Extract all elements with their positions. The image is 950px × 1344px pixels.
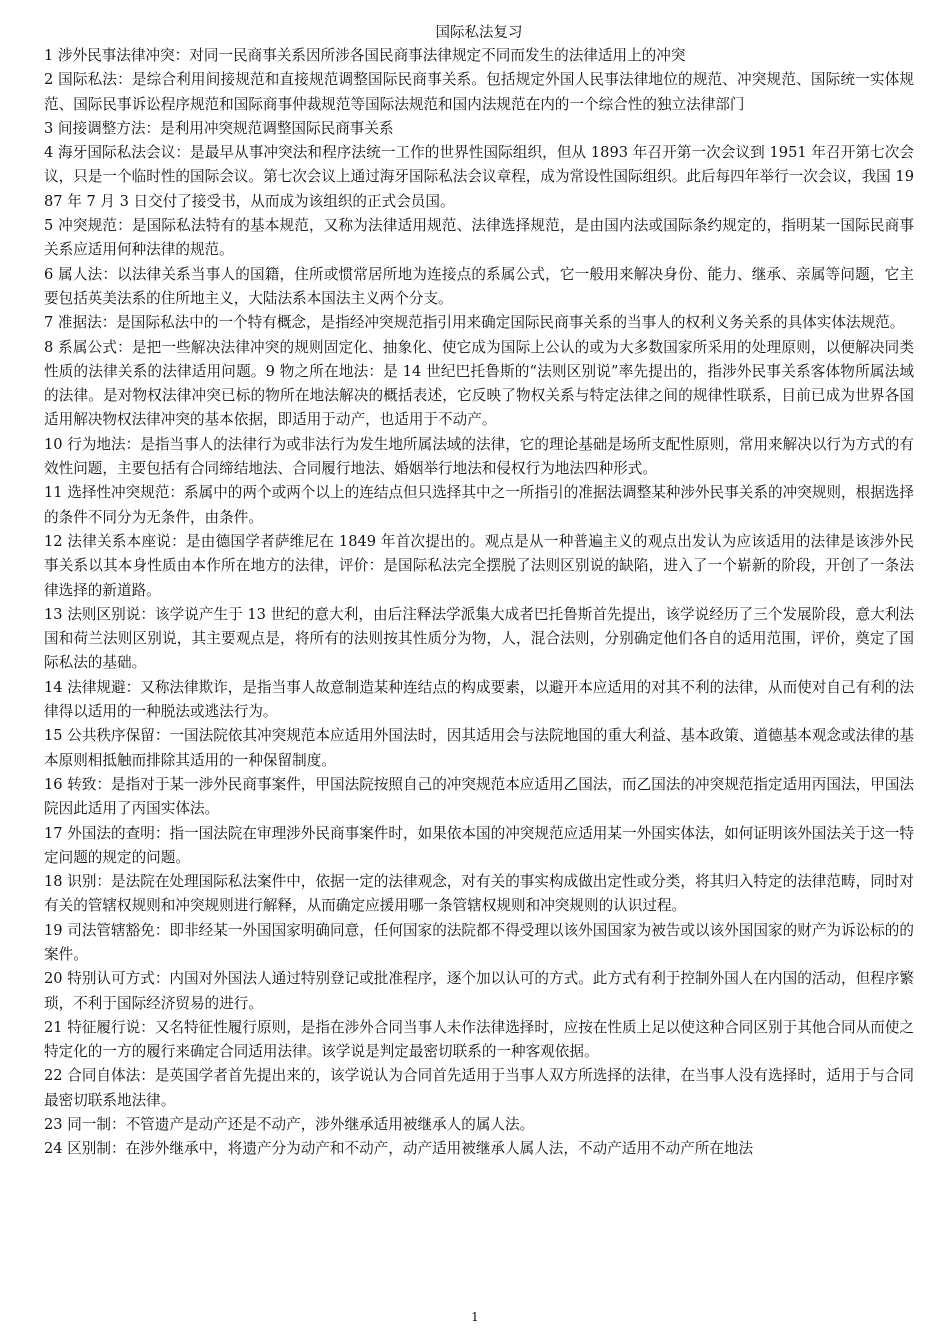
entry-5: 5 冲突规范：是国际私法特有的基本规范，又称为法律适用规范、法律选择规范，是由国内法或国际条约规定的，指明某一国际民商事关系应适用何种法律的规范。 (44, 217, 914, 259)
entry-15: 15 公共秩序保留：一国法院依其冲突规范本应适用外国法时，因其适用会与法院地国的重大利益、基本政策、道德基本观念或法律的基本原则相抵触而排除其适用的一种保留制度。 (44, 727, 914, 769)
entry-16: 16 转致：是指对于某一涉外民商事案件，甲国法院按照自己的冲突规范本应适用乙国法，而乙国法的冲突规范指定适用丙国法，甲国法院因此适用了丙国实体法。 (44, 775, 914, 818)
entry-1: 1 涉外民事法律冲突：对同一民商事关系因所涉各国民商事法律规定不同而发生的法律适用上的冲突 (44, 47, 686, 64)
entry-14: 14 法律规避：又称法律欺诈，是指当事人故意制造某种连结点的构成要素，以避开本应适用的对其不利的法律，从而使对自己有利的法律得以适用的一种脱法或逃法行为。 (44, 678, 914, 721)
page-title: 国际私法复习 (435, 25, 523, 41)
page-number: 1 (471, 1310, 479, 1324)
entry-12: 12 法律关系本座说：是由德国学者萨维尼在 1849 年首次提出的。观点是从一种普遍主义的观点出发认为应该适用的法律是该涉外民事关系以其本身性质由本作所在地方的法律，评价：是国际私法完全摆脱了法则区别说的缺陷，进入了一个崭新的阶段，开创了一条法律选择的新道路。 (44, 532, 914, 599)
entry-4: 4 海牙国际私法会议：是最早从事冲突法和程序法统一工作的世界性国际组织，但从 1893 年召开第一次会议到 1951 年召开第七次会议，只是一个临时性的国际会议。第七次会议上通过海牙国际私法会议章程，成为常设性国际组织。此后每四年举行一次会议，我国 1987 年 7 月 3 日交付了接受书，从而成为该组织的正式会员国。 (44, 144, 914, 210)
entry-10: 10 行为地法：是指当事人的法律行为或非法行为发生地所属法域的法律，它的理论基础是场所支配性原则，常用来解决以行为方式的有效性问题，主要包括有合同缔结地法、合同履行地法、婚姻举行地法和侵权行为地法四种形式。 (44, 435, 914, 478)
entry-2: 2 国际私法：是综合利用间接规范和直接规范调整国际民商事关系。包括规定外国人民事法律地位的规范、冲突规范、国际统一实体规范、国际民事诉讼程序规范和国际商事仲裁规范等国际法规范和国内法规范在内的一个综合性的独立法律部门 (44, 71, 914, 113)
entry-24: 24 区别制：在涉外继承中，将遗产分为动产和不动产，动产适用被继承人属人法，不动产适用不动产所在地法 (44, 1140, 754, 1158)
entry-23: 23 同一制：不管遗产是动产还是不动产，涉外继承适用被继承人的属人法。 (44, 1116, 535, 1134)
entry-13: 13 法则区别说：该学说产生于 13 世纪的意大利，由后注释法学派集大成者巴托鲁斯首先提出，该学说经历了三个发展阶段，意大利法国和荷兰法则区别说，其主要观点是，将所有的法则按其性质分为物，人，混合法则，分别确定他们各自的适用范围，评价，奠定了国际私法的基础。 (44, 605, 914, 672)
entry-17: 17 外国法的查明：指一国法院在审理涉外民商事案件时，如果依本国的冲突规范应适用某一外国实体法，如何证明该外国法关于这一特定问题的规定的问题。 (44, 824, 914, 866)
entry-20: 20 特别认可方式：内国对外国法人通过特别登记或批准程序，逐个加以认可的方式。此方式有利于控制外国人在内国的活动，但程序繁琐，不利于国际经济贸易的进行。 (44, 970, 914, 1012)
entry-8-9: 8 系属公式：是把一些解决法律冲突的规则固定化、抽象化、使它成为国际上公认的或为大多数国家所采用的处理原则，以便解决同类性质的法律关系的法律适用问题。9 物之所在地法：是 14 世纪巴托鲁斯的“法则区别说”率先提出的，指涉外民事关系客体物所属法域的法律。是对物权法律冲突已标的物所在地法解决的概括表述，它反映了物权关系与特定法律之间的规律性联系，目前已成为世界各国适用解决物权法律冲突的基本依据，即适用于动产，也适用于不动产。 (44, 338, 914, 429)
entry-11: 11 选择性冲突规范：系属中的两个或两个以上的连结点但只选择其中之一所指引的准据法调整某种涉外民事关系的冲突规则，根据选择的条件不同分为无条件，由条件。 (44, 484, 914, 526)
entry-19: 19 司法管辖豁免：即非经某一外国国家明确同意，任何国家的法院都不得受理以该外国国家为被告或以该外国国家的财产为诉讼标的的案件。 (44, 921, 914, 963)
entry-7: 7 准据法：是国际私法中的一个特有概念，是指经冲突规范指引用来确定国际民商事关系的当事人的权利义务关系的具体实体法规范。 (44, 314, 905, 332)
entry-6: 6 属人法：以法律关系当事人的国籍，住所或惯常居所地为连接点的系属公式，它一般用来解决身份、能力、继承、亲属等问题，它主要包括英美法系的住所地主义，大陆法系本国法主义两个分支。 (44, 265, 914, 307)
entry-18: 18 识别：是法院在处理国际私法案件中，依据一定的法律观念，对有关的事实构成做出定性或分类，将其归入特定的法律范畴，同时对有关的管辖权规则和冲突规则进行解释，从而确定应援用哪一条管辖权规则和冲突规则的认识过程。 (44, 873, 914, 915)
entry-22: 22 合同自体法：是英国学者首先提出来的，该学说认为合同首先适用于当事人双方所选择的法律，在当事人没有选择时，适用于与合同最密切联系地法律。 (44, 1067, 914, 1109)
entry-list (44, 44, 914, 1162)
entry-21: 21 特征履行说：又名特征性履行原则，是指在涉外合同当事人未作法律选择时，应按在性质上足以使这种合同区别于其他合同从而使之特定化的一方的履行来确定合同适用法律。该学说是判定最密切联系的一种客观依据。 (44, 1018, 914, 1061)
entry-3: 3 间接调整方法：是利用冲突规范调整国际民商事关系 (44, 119, 394, 137)
